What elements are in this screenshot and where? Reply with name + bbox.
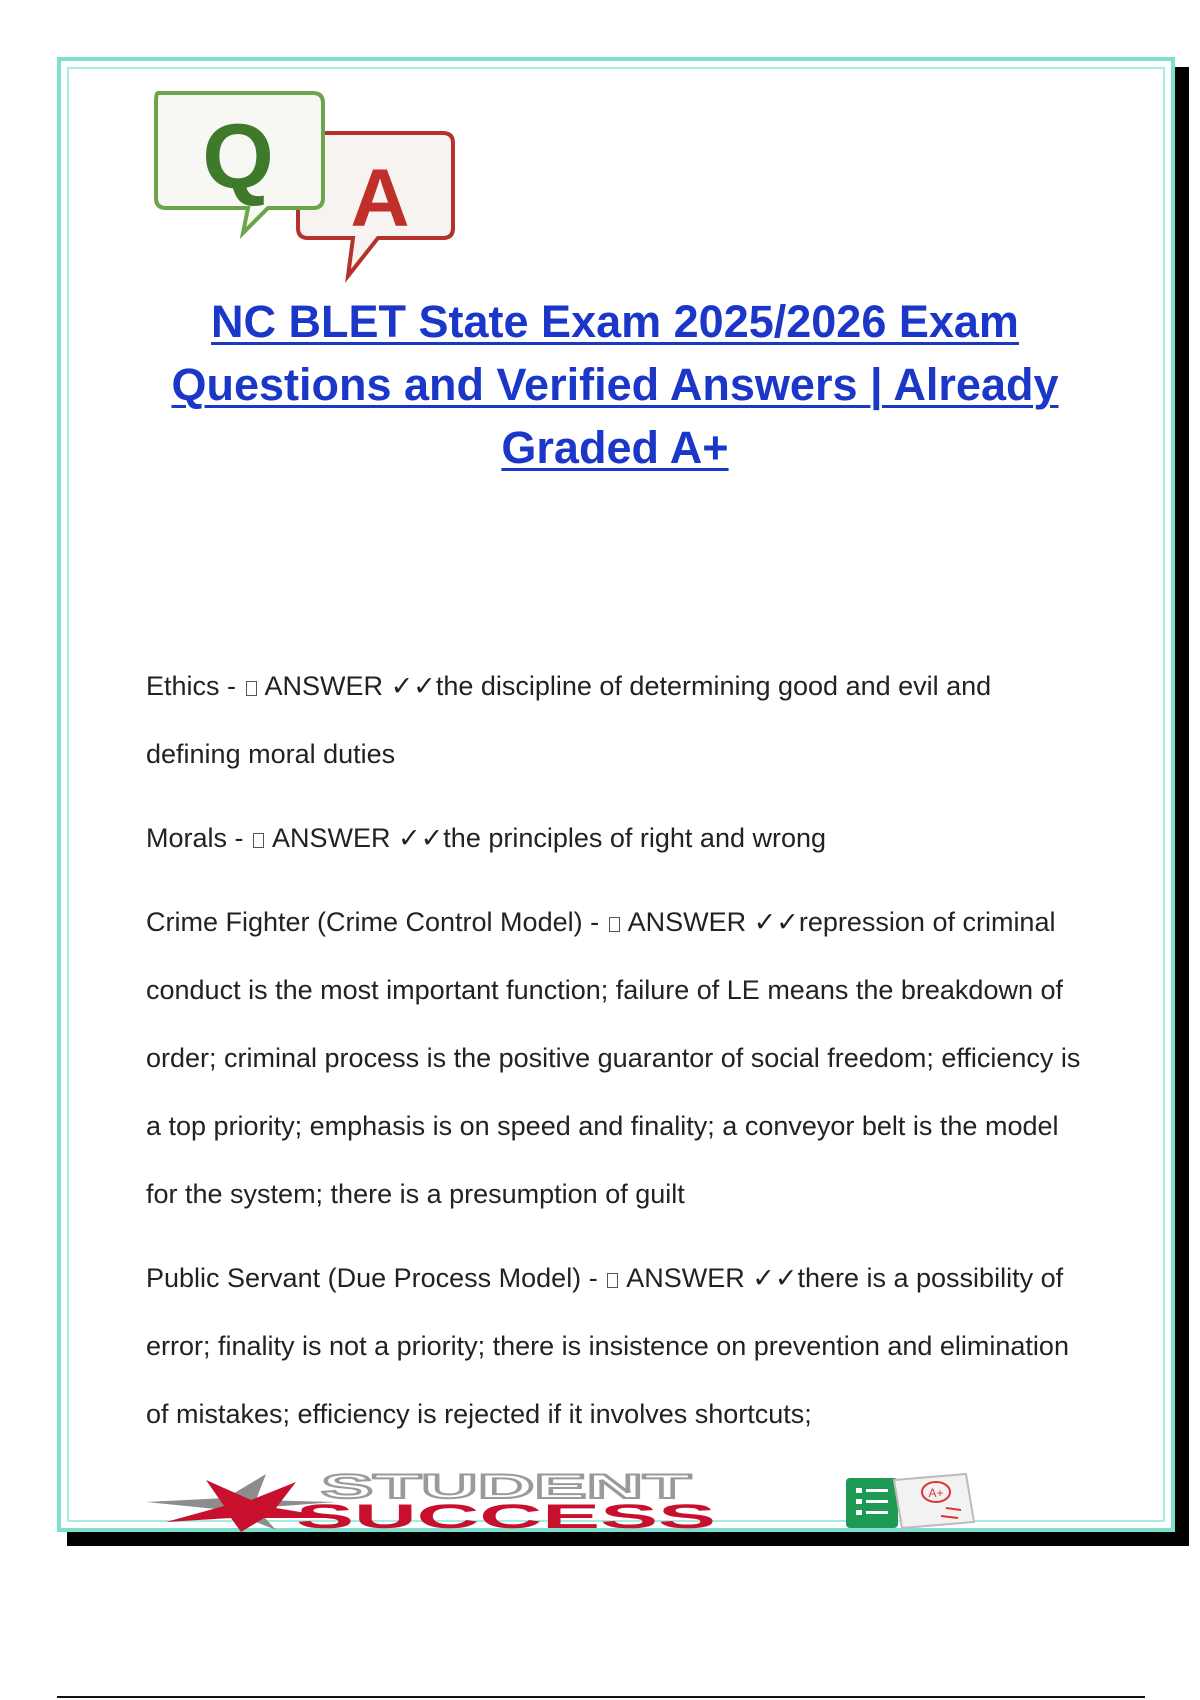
qa-content <box>146 652 1091 1464</box>
logo-word-student: STUDENT <box>321 1470 692 1506</box>
logo-a-letter: A <box>350 153 410 244</box>
qa-term: Public Servant (Due Process Model) <box>146 1263 582 1293</box>
missing-glyph-icon <box>607 1273 618 1288</box>
qa-definition: the discipline of determining good and evil and defining moral duties <box>146 671 992 769</box>
qa-definition: repression of criminal conduct is the most important function; failure of LE means the breakdown of order; criminal process is the positive guarantor of social freedom; efficiency is a top priority; emphasis is on speed and finality; a conveyor belt is the model for the system; there is a presumption of guilt <box>146 907 1081 1209</box>
check-icon: ✓✓ <box>753 907 799 937</box>
qa-separator: - <box>219 671 244 701</box>
answer-label: ANSWER <box>621 907 754 937</box>
bottom-rule <box>57 1696 1145 1698</box>
qa-item-crime-fighter <box>146 888 1091 1228</box>
answer-label: ANSWER <box>620 1263 753 1293</box>
answer-label: ANSWER <box>266 823 399 853</box>
student-success-logo <box>146 1470 1066 1532</box>
qa-term: Morals <box>146 823 228 853</box>
qa-item-public-servant <box>146 1244 1091 1448</box>
check-icon: ✓✓ <box>398 823 444 853</box>
check-icon: ✓✓ <box>390 671 436 701</box>
qa-logo <box>148 88 488 288</box>
check-icon: ✓✓ <box>752 1263 798 1293</box>
qa-definition: the principles of right and wrong <box>443 823 827 853</box>
logo-q-letter: Q <box>202 106 274 208</box>
qa-separator: - <box>581 1263 606 1293</box>
grade-badge-text: A+ <box>928 1486 944 1500</box>
checklist-document-icon <box>846 1478 898 1528</box>
missing-glyph-icon <box>246 681 257 696</box>
logo-word-success: SUCCESS <box>296 1498 716 1532</box>
qa-separator: - <box>227 823 252 853</box>
answer-label: ANSWER <box>258 671 391 701</box>
document-title: NC BLET State Exam 2025/2026 Exam Questions and Verified Answers | Already Graded A+ <box>171 296 1059 473</box>
missing-glyph-icon <box>253 833 264 848</box>
qa-item-ethics <box>146 652 1091 788</box>
missing-glyph-icon <box>609 917 620 932</box>
qa-term: Ethics <box>146 671 220 701</box>
qa-term: Crime Fighter (Crime Control Model) <box>146 907 583 937</box>
qa-definition: there is a possibility of error; finality is not a priority; there is insistence on prevention and elimination of mistakes; efficiency is rejected if it involves shortcuts; <box>146 1263 1069 1429</box>
qa-separator: - <box>582 907 607 937</box>
graded-paper-icon <box>894 1474 974 1528</box>
qa-item-morals <box>146 804 1091 872</box>
